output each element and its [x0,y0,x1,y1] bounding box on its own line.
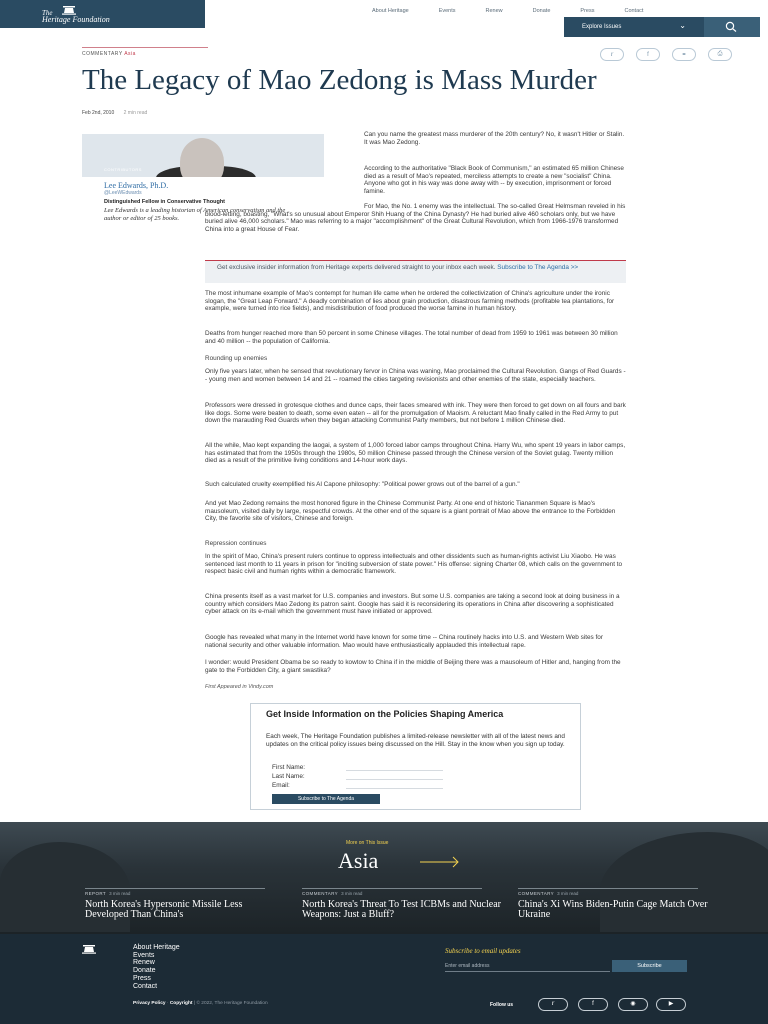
card-type: COMMENTARY [302,891,339,896]
related-card[interactable] [302,891,502,919]
site-logo[interactable] [0,0,205,28]
footer-legal [133,1001,268,1006]
agenda-promo [205,260,626,283]
youtube-icon: ▶ [668,1001,674,1007]
kicker-rule [82,47,208,48]
share-bar [600,48,732,61]
copyright-text: © 2022, The Heritage Foundation [196,1001,268,1006]
kicker-topic[interactable]: Asia [124,51,136,57]
footer-link-donate[interactable]: Donate [133,967,156,975]
footer-subscribe-button[interactable]: Subscribe [612,960,687,972]
follow-us-label: Follow us [490,1002,514,1008]
instagram-icon: ◉ [630,1001,636,1007]
twitter-follow-button[interactable] [538,998,568,1011]
paragraph: China presents itself as a vast market for U.S. companies and investors. But some U.S. companies are taking a second look at doing business in a country which considers Mao Zedong its patron saint. Google has said it is reconsidering its operations in China after discovering a sophisticated cyber attack on its e-mail which the government must have initiated or approved. [205,593,620,616]
paragraph: For Mao, the No. 1 enemy was the intellectual. The so-called Great Helmsman reveled in his blood-letting, boasting, "What's so unusual about Emperor Shih Huang of the China Dynasty? He had buried alive 460 scholars only, but we have buried alive 46,000 scholars." Mao was referring to a major "accomplishment" of the Great Cultural Revolution, which from 1966-1976 transformed China into a great House of Fear. [205,203,626,233]
card-title[interactable]: China's Xi Wins Biden-Putin Cage Match Over Ukraine [518,899,708,920]
first-name-label: First Name: [272,764,306,771]
search-button[interactable] [704,17,760,37]
kicker-type: COMMENTARY [82,51,123,57]
newsletter-description: Each week, The Heritage Foundation publishes a limited-release newsletter with all of the latest news and updates on the critical policy issues being discussed on the Hill. Stay in the know when you sign up today. [266,733,565,748]
print-button[interactable] [708,48,732,61]
facebook-icon: f [647,51,649,58]
author-handle[interactable]: @LeeWEdwards [104,190,142,196]
paragraph: Can you name the greatest mass murderer of the 20th century? No, it wasn't Hitler or Stalin. It was Mao Zedong. [364,131,625,146]
paragraph: In the spirit of Mao, China's present rulers continue to oppress intellectuals and other dissidents such as human-rights activist Liu Xiaobo. He was sentenced last month to 11 years in prison for "inciting subversion of state power." His offense: signing Charter 08, which calls on the government to respect basic civil and human rights within a democratic framework. [205,553,623,576]
card-title[interactable]: North Korea's Hypersonic Missile Less Developed Than China's [85,899,243,920]
legal-sep: | [193,1001,196,1006]
logo-name: Heritage Foundation [42,15,110,24]
explore-label: Explore Issues [582,24,622,30]
card-rule [85,888,265,889]
print-icon: ⎙ [717,51,723,57]
last-name-input[interactable] [346,773,443,780]
paragraph: I wonder: would President Obama be so ready to kowtow to China if in the middle of Beijing there was a mausoleum of Hitler and, hanging from the gate to the Forbidden City, a giant swastika? [205,659,621,674]
author-head [180,138,224,177]
search-icon [725,21,739,33]
footer-link-events[interactable]: Events [133,951,155,959]
card-meta [85,891,285,896]
facebook-follow-button[interactable] [578,998,608,1011]
nav-press[interactable]: Press [580,8,595,14]
card-rule [518,888,698,889]
paragraph: According to the authoritative "Black Book of Communism," an estimated 65 million Chinese died as a result of Mao's repeated, merciless attempts to create a new "socialist" China. Anyone who got in his way was done away with -- by execution, imprisonment or forced famine. [364,165,624,195]
subheading: Rounding up enemies [205,355,268,362]
paragraph: And yet Mao Zedong remains the most honored figure in the Chinese Communist Party. At one end of historic Tiananmen Square is Mao's mausoleum, visited daily by large, respectful crowds. At the other end of the square is a giant portrait of Mao above the entrance to the Forbidden City, the favorite site of visitors, Chinese and foreign. [205,500,616,523]
more-on-issue-band [0,822,768,934]
twitter-icon: 𝕣 [551,1001,555,1007]
email-label: Email: [272,782,290,789]
privacy-policy-link[interactable]: Privacy Policy [133,1001,166,1006]
bell-logo-icon [62,6,76,15]
footer-email-input[interactable]: Enter email address [445,960,610,972]
card-rule [302,888,482,889]
twitter-icon: 𝕣 [610,52,614,58]
youtube-follow-button[interactable] [656,998,686,1011]
first-appeared-note[interactable]: First Appeared in Vindy.com [205,684,274,690]
subheading: Repression continues [205,540,267,547]
last-name-label: Last Name: [272,773,305,780]
footer-links [133,944,180,990]
chevron-down-icon: ⌄ [679,21,686,30]
card-title[interactable]: North Korea's Threat To Test ICBMs and Nuclear Weapons: Just a Bluff? [302,899,501,920]
promo-text: Get exclusive insider information from Heritage experts delivered straight to your inbox each week. [217,264,496,271]
paragraph: Google has revealed what many in the Internet world have known for some time -- China routinely hacks into U.S. and Western Web sites for national security and other valuable information. Mao would have enthusiastically applauded this intellectual rape. [205,634,603,649]
article-kicker [82,51,136,57]
contributors-label: CONTRIBUTORS [104,167,142,172]
email-input[interactable] [346,782,443,789]
newsletter-subscribe-button[interactable]: Subscribe to The Agenda [272,794,380,804]
related-card[interactable] [85,891,285,919]
footer-link-contact[interactable]: Contact [133,982,158,990]
first-name-input[interactable] [346,764,443,771]
bell-logo-icon[interactable] [82,945,96,954]
facebook-icon: f [592,1001,594,1007]
logo-the: The [42,9,53,17]
paragraph: All the while, Mao kept expanding the laogai, a system of 1,000 forced labor camps throughout China. Harry Wu, who spent 19 years in labor camps, has estimated that from the 1950s through the 1980s, 50 million Chinese passed through the Chinese version of the Soviet gulag. Twenty million died as a result of the primitive living conditions and 14-hour work days. [205,442,626,465]
footer-link-renew[interactable]: Renew [133,959,155,967]
twitter-share-button[interactable] [600,48,624,61]
author-photo-banner [82,134,324,177]
article-title: The Legacy of Mao Zedong is Mass Murder [82,64,597,96]
footer-subscribe-label: Subscribe to email updates [445,947,521,955]
link-icon: ⚭ [681,52,687,58]
article-dateline [82,110,147,116]
card-type: REPORT [85,891,107,896]
nav-renew[interactable]: Renew [485,8,503,14]
copy-link-button[interactable] [672,48,696,61]
nav-donate[interactable]: Donate [532,8,551,14]
related-card[interactable] [518,891,718,919]
article-date: Feb 2nd, 2010 [82,110,115,116]
card-time: 3 min read [341,891,363,896]
top-nav [372,8,673,14]
card-time: 3 min read [557,891,579,896]
author-bio: Lee Edwards is a leading historian of American conservatism and the author or editor of 25 books. [104,207,286,222]
nav-contact[interactable]: Contact [624,8,644,14]
read-time: 2 min read [123,110,148,116]
paragraph: The most inhumane example of Mao's contempt for human life came when he ordered the collectivization of China's agriculture under the ironic slogan, the "Great Leap Forward." A deadly combination of lies about grain production, disastrous farming methods (profitable tea plantations, for example, were turned into rice fields), and misdistribution of food produced the worse famine in human history. [205,290,615,313]
site-footer [0,934,768,1024]
paragraph: Only five years later, when he sensed that revolutionary fervor in China was waning, Mao proclaimed the Cultural Revolution. Gangs of Red Guards -- young men and women between 14 and 21 -- roamed the cities targeting revisionists and other enemies of the state, especially teachers. [205,368,626,383]
more-on-issue-label: More on This Issue [346,840,389,846]
card-meta [302,891,502,896]
card-meta [518,891,718,896]
instagram-follow-button[interactable] [618,998,648,1011]
promo-subscribe-link[interactable]: Subscribe to The Agenda >> [497,264,579,271]
paragraph: Such calculated cruelty exemplified his Al Capone philosophy: "Political power grows out of the barrel of a gun." [205,481,520,488]
facebook-share-button[interactable] [636,48,660,61]
paragraph: Professors were dressed in grotesque clothes and dunce caps, their faces smeared with ink. They were then forced to get down on all fours and bark like dogs. Some were beaten to death, some even eaten -- all for the promulgation of Maoism. A reluctant Mao finally called in the Red Army to put down the marauding Red Guards when they began attacking Communist Party members, but not before 1 million Chinese died. [205,402,626,425]
card-time: 3 min read [109,891,131,896]
author-role: Distinguished Fellow in Conservative Thought [104,199,226,205]
paragraph: Deaths from hunger reached more than 50 percent in some Chinese villages. The total number of dead from 1959 to 1961 was between 30 million and 40 million -- the population of California. [205,330,618,345]
newsletter-signup-box [250,703,581,810]
card-type: COMMENTARY [518,891,555,896]
explore-issues-dropdown[interactable] [564,17,704,37]
copyright-link[interactable]: Copyright [169,1001,193,1006]
more-topic-title[interactable]: Asia [338,848,379,873]
newsletter-title: Get Inside Information on the Policies Shaping America [266,709,504,719]
author-name[interactable]: Lee Edwards, Ph.D. [104,181,169,190]
arrow-right-icon[interactable] [420,856,460,868]
footer-link-about[interactable]: About Heritage [133,944,180,951]
footer-link-press[interactable]: Press [133,974,151,982]
nav-events[interactable]: Events [438,8,456,14]
legal-sep: · [166,1001,169,1006]
nav-about[interactable]: About Heritage [372,8,409,14]
